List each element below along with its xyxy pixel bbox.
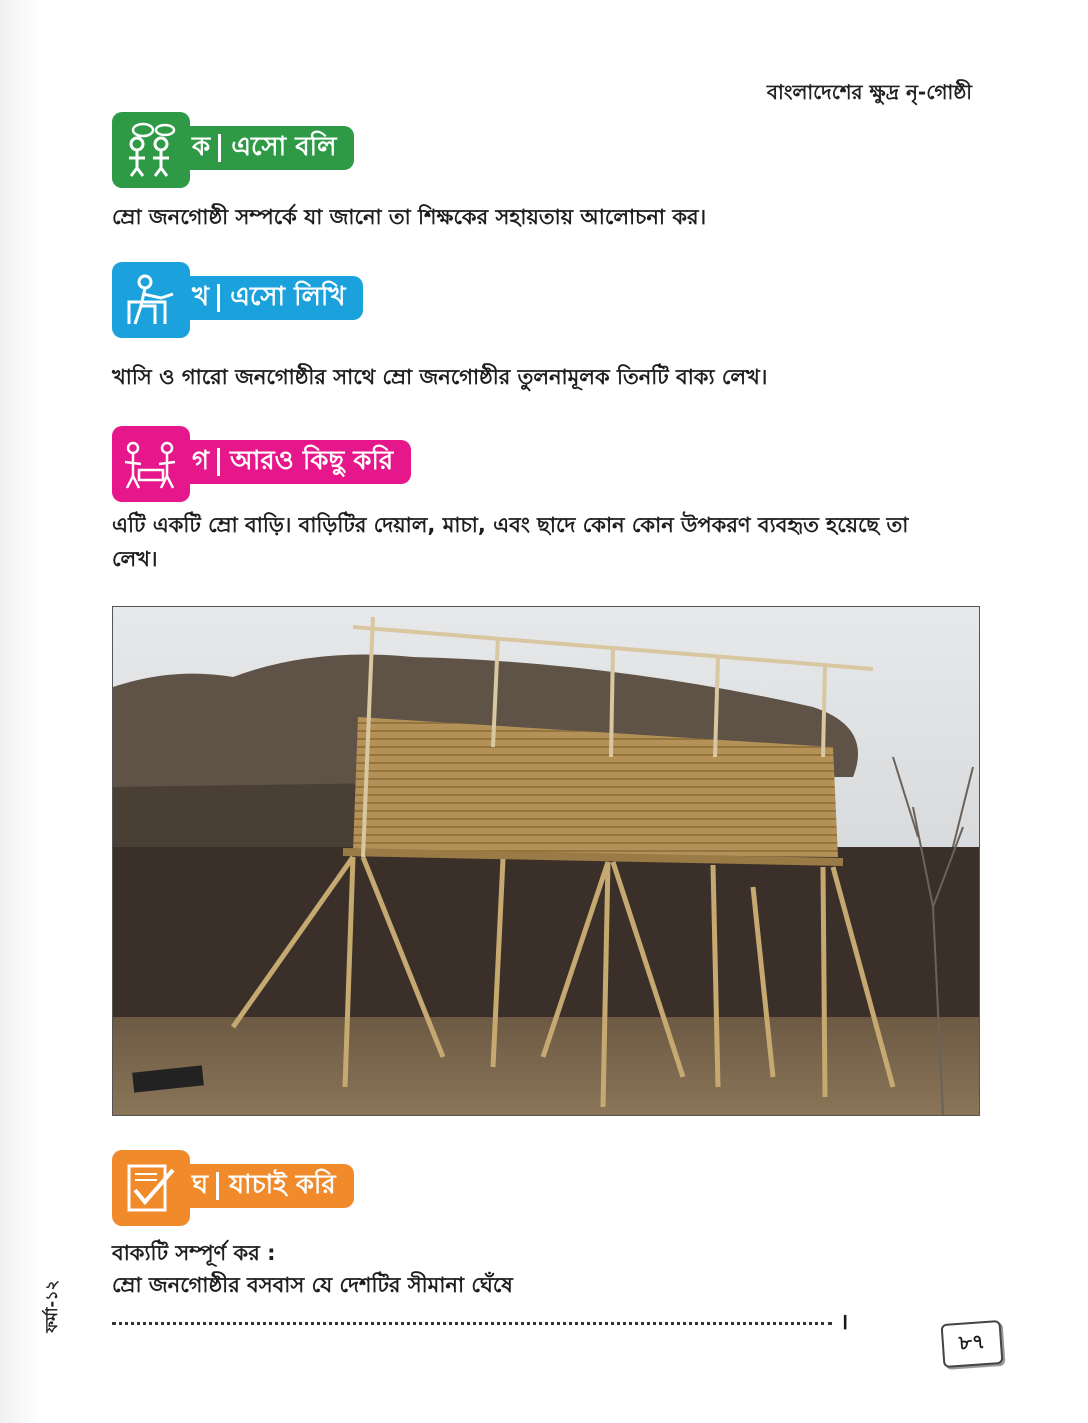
mro-stilt-house-photo [112,606,980,1116]
page-number: ৮৭ [941,1320,1004,1368]
section-gha-heading [112,1150,382,1210]
banner-divider [217,448,220,476]
answer-blank-line[interactable] [112,1318,832,1325]
section-ga-banner [182,440,411,484]
section-gha-instruction: বাক্যটি সম্পূর্ণ কর : [112,1241,276,1265]
section-gha-letter: ঘ [192,1170,209,1200]
section-gha-banner [182,1164,354,1208]
running-header: বাংলাদেশের ক্ষুদ্র নৃ-গোষ্ঠী [766,80,972,104]
section-kha-title: এসো লিখি [230,282,346,312]
section-kha-heading [112,262,382,322]
banner-divider [218,134,221,162]
speaking-people-icon [112,112,190,188]
section-ka-letter: ক [192,132,211,162]
section-ga-letter: গ [192,446,210,476]
checklist-icon [112,1150,190,1226]
section-ka-heading [112,112,382,172]
sentence-end-mark: । [840,1310,849,1335]
side-code: ফর্মা-১২ [42,1280,61,1333]
section-ka-instruction: ম্রো জনগোষ্ঠী সম্পর্কে যা জানো তা শিক্ষকের সহায়তায় আলোচনা কর। [112,205,707,229]
section-ga-title: আরও কিছু করি [230,446,394,476]
banner-divider [216,1172,219,1200]
section-gha-title: যাচাই করি [229,1170,336,1200]
section-kha-letter: খ [192,282,210,312]
fill-in-sentence: ম্রো জনগোষ্ঠীর বসবাস যে দেশটির সীমানা ঘেঁষে [112,1273,513,1297]
ground [113,1017,979,1115]
section-ga-heading [112,426,442,486]
banner-divider [217,284,220,312]
section-ka-title: এসো বলি [231,132,337,162]
page-margin-strip [0,0,40,1423]
section-ga-instruction: এটি একটি ম্রো বাড়ি। বাড়িটির দেয়াল, মাচা, এবং ছাদে কোন কোন উপকরণ ব্যবহৃত হয়েছে তা লেখ। [112,513,909,571]
working-people-icon [112,426,190,502]
section-kha-banner [182,276,363,320]
section-kha-instruction: খাসি ও গারো জনগোষ্ঠীর সাথে ম্রো জনগোষ্ঠীর তুলনামূলক তিনটি বাক্য লেখ। [112,365,768,389]
section-ka-banner [182,126,354,170]
writing-person-icon [112,262,190,338]
